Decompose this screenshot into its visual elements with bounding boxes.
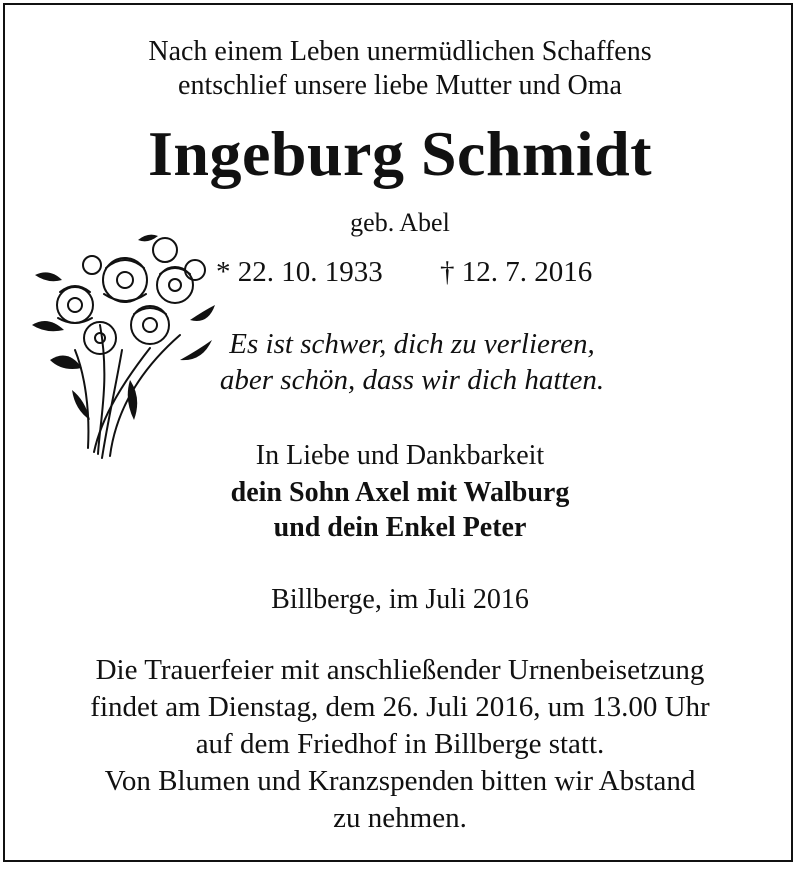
intro-line-1: Nach einem Leben unermüdlichen Schaffens [148, 36, 652, 67]
place-date: Billberge, im Juli 2016 [271, 584, 529, 615]
quote-line-1: Es ist schwer, dich zu verlieren, [229, 328, 595, 360]
death-date: † 12. 7. 2016 [440, 256, 593, 288]
funeral-line-5: zu nehmen. [333, 802, 467, 834]
funeral-line-2: findet am Dienstag, dem 26. Juli 2016, um 13.00 Uhr [90, 691, 710, 723]
mourners-line-1: dein Sohn Axel mit Walburg [230, 477, 570, 508]
deceased-name: Ingeburg Schmidt [147, 118, 653, 189]
quote-line-2: aber schön, dass wir dich hatten. [219, 364, 605, 396]
mourners-line-2: und dein Enkel Peter [273, 512, 527, 543]
maiden-name: geb. Abel [350, 208, 450, 237]
funeral-line-3: auf dem Friedhof in Billberge statt. [195, 728, 605, 760]
birth-date: * 22. 10. 1933 [216, 256, 383, 288]
funeral-line-4: Von Blumen und Kranzspenden bitten wir Abstand [104, 765, 696, 797]
intro-line-2: entschlief unsere liebe Mutter und Oma [178, 70, 622, 101]
mourners-intro: In Liebe und Dankbarkeit [255, 440, 545, 471]
funeral-line-1: Die Trauerfeier mit anschließender Urnenbeisetzung [95, 654, 705, 686]
